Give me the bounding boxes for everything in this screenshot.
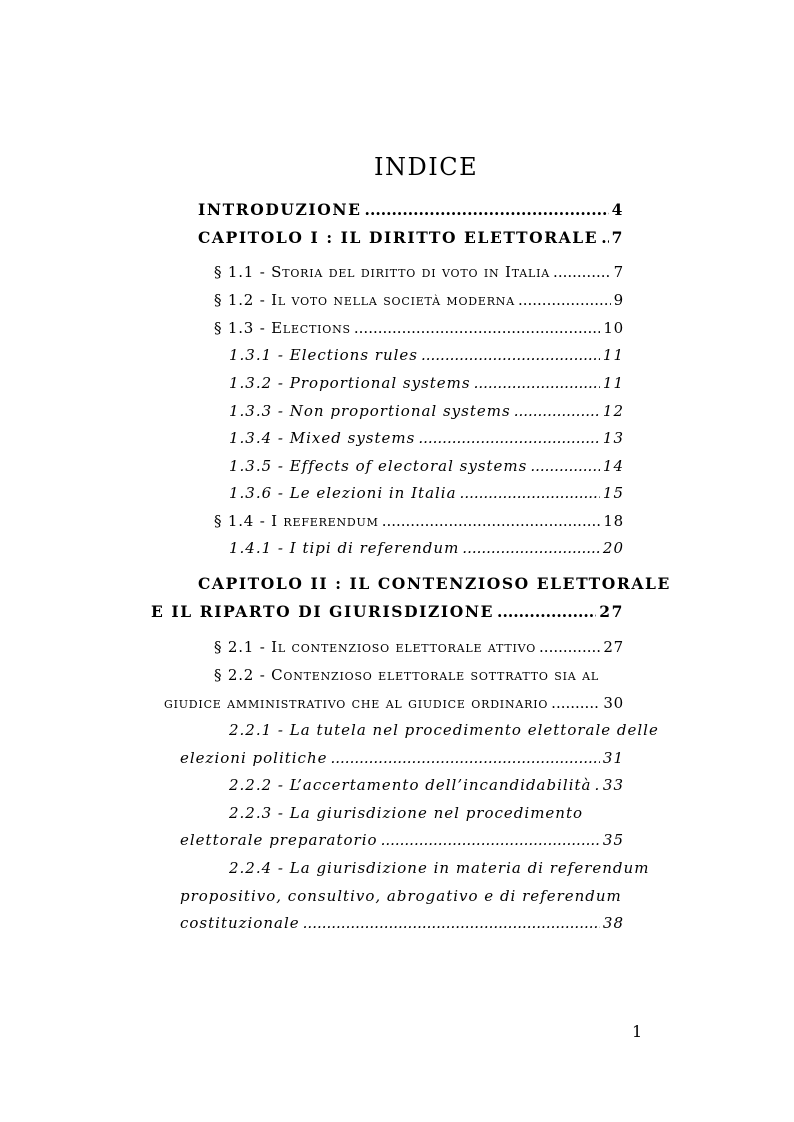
toc-entry-page: 7 <box>611 228 624 247</box>
toc-entry-label: E IL RIPARTO DI GIURISDIZIONE <box>151 602 495 621</box>
toc-entry-1-3-4[interactable] <box>229 431 624 446</box>
toc-entry-1-3-5[interactable] <box>229 459 624 474</box>
toc-entry-label: § 1.1 - Storia del diritto di voto in Italia <box>214 263 551 281</box>
toc-entry-label: INTRODUZIONE <box>198 200 362 219</box>
leader-dots <box>381 833 600 848</box>
toc-entry-page: 30 <box>603 694 624 712</box>
toc-entry-page: 27 <box>599 602 624 621</box>
toc-entry-2-2-4-line3[interactable] <box>180 916 624 931</box>
toc-entry-label: costituzionale <box>180 914 300 932</box>
toc-entry-page: 9 <box>613 291 624 309</box>
toc-entry-2-2-line1[interactable] <box>214 668 624 683</box>
leader-dots <box>601 230 608 246</box>
toc-entry-page: 12 <box>602 402 624 420</box>
toc-entry-1-1[interactable] <box>214 265 624 280</box>
toc-entry-2-2-4-line1[interactable] <box>229 859 650 877</box>
toc-entry-page: 13 <box>602 429 624 447</box>
toc-entry-page: 11 <box>602 374 624 392</box>
toc-entry-page: 7 <box>613 263 624 281</box>
toc-entry-2-2-2[interactable] <box>229 778 624 793</box>
leader-dots <box>518 293 611 308</box>
leader-dots <box>514 404 600 419</box>
toc-entry-1-3-2[interactable] <box>229 376 624 391</box>
toc-entry-page: 38 <box>602 914 624 932</box>
leader-dots <box>539 640 600 655</box>
toc-entry-label: 2.2.2 - L’accertamento dell’incandidabilità <box>229 776 592 794</box>
leader-dots <box>460 486 600 501</box>
toc-entry-label: § 1.2 - Il voto nella società moderna <box>214 291 515 309</box>
toc-entry-label: 2.2.3 - La giurisdizione nel procedimento <box>229 804 584 822</box>
toc-entry-2-1[interactable] <box>214 640 624 655</box>
toc-entry-label: 1.3.1 - Elections rules <box>229 346 418 364</box>
leader-dots <box>421 348 600 363</box>
toc-entry-label: giudice amministrativo che al giudice ordinario <box>164 694 549 712</box>
toc-entry-page: 4 <box>611 200 624 219</box>
toc-entry-page: 35 <box>602 831 624 849</box>
toc-entry-page: 20 <box>602 539 624 557</box>
toc-entry-label: § 2.1 - Il contenzioso elettorale attivo <box>214 638 537 656</box>
leader-dots <box>331 751 600 766</box>
toc-entry-page: 14 <box>602 457 624 475</box>
toc-entry-page: 15 <box>602 484 624 502</box>
toc-entry-2-2-3-line2[interactable] <box>180 833 624 848</box>
toc-entry-capitolo-2-line2[interactable] <box>151 604 624 620</box>
toc-entry-label: 1.3.5 - Effects of electoral systems <box>229 457 528 475</box>
toc-entry-label: 1.3.4 - Mixed systems <box>229 429 416 447</box>
leader-dots <box>474 376 600 391</box>
toc-entry-page: 33 <box>602 776 624 794</box>
toc-entry-1-4-1[interactable] <box>229 541 624 556</box>
toc-entry-label: 1.3.6 - Le elezioni in Italia <box>229 484 457 502</box>
toc-entry-2-2-1-line1[interactable] <box>229 721 659 739</box>
toc-entry-1-3-1[interactable] <box>229 348 624 363</box>
toc-entry-label: propositivo, consultivo, abrogativo e di referendum <box>180 887 622 905</box>
toc-entry-capitolo-2-line1[interactable] <box>198 574 671 593</box>
toc-entry-label: 1.4.1 - I tipi di referendum <box>229 539 460 557</box>
toc-entry-label: 1.3.2 - Proportional systems <box>229 374 471 392</box>
toc-entry-1-3[interactable] <box>214 321 624 336</box>
toc-entry-label: elettorale preparatorio <box>180 831 378 849</box>
leader-dots <box>551 696 600 711</box>
toc-entry-label: 2.2.1 - La tutela nel procedimento elettorale delle <box>229 721 659 739</box>
toc-entry-label: CAPITOLO II : IL CONTENZIOSO ELETTORALE <box>198 574 671 593</box>
toc-entry-2-2-4-line2[interactable] <box>180 889 624 904</box>
leader-dots <box>553 265 611 280</box>
toc-entry-1-3-3[interactable] <box>229 404 624 419</box>
toc-entry-introduzione[interactable] <box>198 202 624 218</box>
leader-dots <box>303 916 600 931</box>
toc-entry-page: 11 <box>602 346 624 364</box>
toc-entry-label: 2.2.4 - La giurisdizione in materia di referendum <box>229 859 650 877</box>
toc-entry-1-2[interactable] <box>214 293 624 308</box>
leader-dots <box>365 202 609 218</box>
page-title: INDICE <box>374 153 479 181</box>
leader-dots <box>497 604 596 620</box>
toc-entry-2-2-3-line1[interactable] <box>229 806 624 821</box>
toc-entry-page: 18 <box>603 512 624 530</box>
page-number: 1 <box>632 1022 643 1041</box>
toc-entry-page: 27 <box>603 638 624 656</box>
leader-dots <box>354 321 600 336</box>
toc-entry-capitolo-1[interactable] <box>198 230 624 246</box>
toc-entry-label: § 1.4 - I referendum <box>214 512 379 530</box>
leader-dots <box>594 778 599 793</box>
toc-entry-label: elezioni politiche <box>180 749 328 767</box>
toc-entry-label: § 1.3 - Elections <box>214 319 351 337</box>
toc-entry-2-2-1-line2[interactable] <box>180 751 624 766</box>
leader-dots <box>462 541 600 556</box>
toc-entry-label: CAPITOLO I : IL DIRITTO ELETTORALE <box>198 228 599 247</box>
leader-dots <box>530 459 600 474</box>
leader-dots <box>382 514 601 529</box>
toc-entry-page: 31 <box>602 749 624 767</box>
leader-dots <box>418 431 600 446</box>
toc-entry-1-3-6[interactable] <box>229 486 624 501</box>
toc-entry-label: § 2.2 - Contenzioso elettorale sottratto sia al <box>214 666 599 684</box>
toc-entry-1-4[interactable] <box>214 514 624 529</box>
toc-entry-2-2-line2[interactable] <box>164 696 624 711</box>
toc-entry-page: 10 <box>603 319 624 337</box>
toc-entry-label: 1.3.3 - Non proportional systems <box>229 402 511 420</box>
